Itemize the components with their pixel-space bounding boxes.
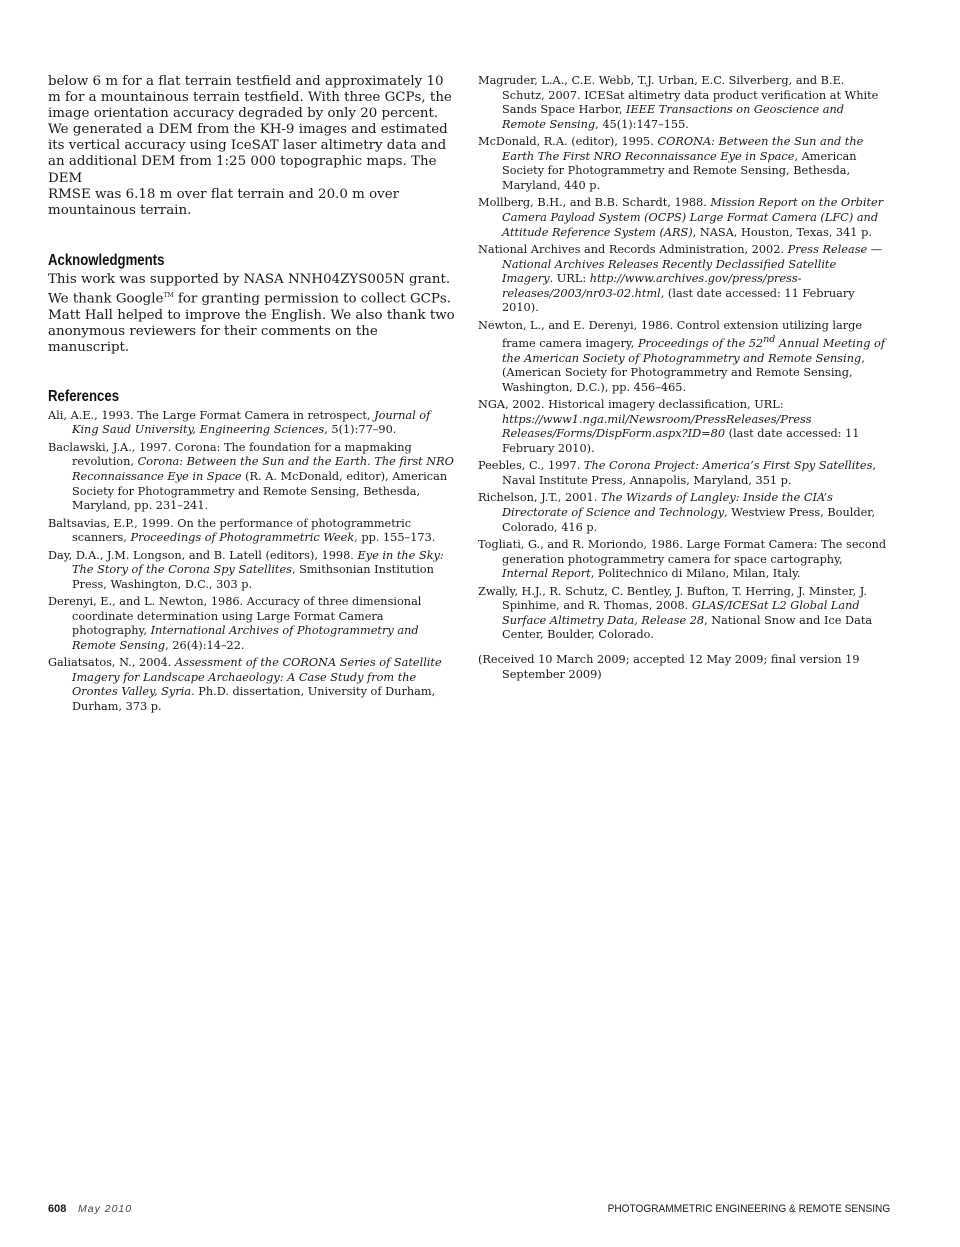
reference-item: NGA, 2002. Historical imagery declassification, URL: https://www1.nga.mil/Newsroom/PressReleases/Press Releases/Forms/DispForm.aspx?ID=80 (last date accessed: 11 February 2010). <box>478 398 860 455</box>
reference-url[interactable]: https://www1.nga.mil/Newsroom/PressReleases/Press Releases/Forms/DispForm.aspx?ID=80 <box>502 412 812 441</box>
references-list-left <box>48 409 460 715</box>
reference-item: Togliati, G., and R. Moriondo, 1986. Large Format Camera: The second generation photogrammetry camera for space cartography, Internal Report, Politechnico di Milano, Milan, Italy. <box>478 537 887 581</box>
left-column <box>48 74 460 717</box>
reference-item: Day, D.A., J.M. Longson, and B. Latell (editors), 1998. Eye in the Sky: The Story of the Corona Spy Satellites, Smithsonian Institution Press, Washington, D.C., 303 p. <box>48 548 444 591</box>
reference-url[interactable]: http://www.archives.gov/press/press-releases/2003/nr03-02.html <box>502 272 802 300</box>
intro-paragraph: below 6 m for a flat terrain testfield and approximately 10 m for a mountainous terrain testfield. With three GCPs, the image orientation accuracy degraded by only 20 percent. We generated a DEM from the KH-9 images and estimated its vertical accuracy using IceSAT laser altimetry data and an additional DEM from 1:25 000 topographic maps. The DEM RMSE was 6.18 m over flat terrain and 20.0 m over mountainous terrain. <box>48 74 452 218</box>
reference-item: Ali, A.E., 1993. The Large Format Camera in retrospect, Journal of King Saud University, Engineering Sciences, 5(1):77–90. <box>48 408 431 437</box>
right-column <box>478 74 890 693</box>
references-heading: References <box>48 387 120 405</box>
reference-item: Newton, L., and E. Derenyi, 1986. Control extension utilizing large frame camera imagery, Proceedings of the 52nd Annual Meeting of the American Society of Photogrammetry and Remote Sensing, (American Society for Photogrammetry and Remote Sensing, Washington, D.C.), pp. 456–465. <box>478 318 885 394</box>
reference-item: National Archives and Records Administration, 2002. Press Release — National Archives Releases Recently Declassified Satellite Imagery. URL: http://www.archives.gov/press/press-releases/2003/nr03-02.html, (last date accessed: 11 February 2010). <box>478 242 883 315</box>
acknowledgments-paragraph: This work was supported by NASA NNH04ZYS005N grant. We thank Google™ for granting permission to collect GCPs. Matt Hall helped to improve the English. We also thank two anonymous reviewers for their comments on the manuscript. <box>48 271 455 355</box>
received-dates: (Received 10 March 2009; accepted 12 May 2009; final version 19 September 2009) <box>478 652 860 681</box>
page-footer <box>48 1203 890 1221</box>
reference-item: Baltsavias, E.P., 1999. On the performance of photogrammetric scanners, Proceedings of Photogrammetric Week, pp. 155–173. <box>48 516 436 545</box>
references-list-right <box>478 74 890 643</box>
reference-item: Mollberg, B.H., and B.B. Schardt, 1988. Mission Report on the Orbiter Camera Payload System (OCPS) Large Format Camera (LFC) and Attitude Reference System (ARS), NASA, Houston, Texas, 341 p. <box>478 196 884 239</box>
reference-item: Peebles, C., 1997. The Corona Project: America’s First Spy Satellites, Naval Institute Press, Annapolis, Maryland, 351 p. <box>478 459 876 487</box>
reference-item: Richelson, J.T., 2001. The Wizards of Langley: Inside the CIA’s Directorate of Science and Technology, Westview Press, Boulder, Colorado, 416 p. <box>478 491 876 534</box>
reference-item: Zwally, H.J., R. Schutz, C. Bentley, J. Bufton, T. Herring, J. Minster, J. Spinhime, and R. Thomas, 2008. GLAS/ICESat L2 Global Land Surface Altimetry Data, Release 28, National Snow and Ice Data Center, Boulder, Colorado. <box>478 584 873 642</box>
reference-item: Derenyi, E., and L. Newton, 1986. Accuracy of three dimensional coordinate determination using Large Format Camera photography, International Archives of Photogrammetry and Remote Sensing, 26(4):14–22. <box>48 595 422 652</box>
reference-item: McDonald, R.A. (editor), 1995. CORONA: Between the Sun and the Earth The First NRO Reconnaissance Eye in Space, American Society for Photogrammetry and Remote Sensing, Bethesda, Maryland, 440 p. <box>478 135 864 192</box>
acknowledgments-heading: Acknowledgments <box>48 251 165 269</box>
issue-date: May 2010 <box>78 1203 133 1215</box>
page-number: 608 <box>48 1203 67 1215</box>
reference-item: Baclawski, J.A., 1997. Corona: The foundation for a mapmaking revolution, Corona: Between the Sun and the Earth. The first NRO Reconnaissance Eye in Space (R. A. McDonald, editor), American Society for Photogrammetry and Remote Sensing, Bethesda, Maryland, pp. 231–241. <box>48 440 454 513</box>
reference-item: Magruder, L.A., C.E. Webb, T.J. Urban, E.C. Silverberg, and B.E. Schutz, 2007. ICESat altimetry data product verification at White Sands Space Harbor, IEEE Transactions on Geoscience and Remote Sensing, 45(1):147–155. <box>478 74 879 131</box>
journal-name: PHOTOGRAMMETRIC ENGINEERING & REMOTE SENSING <box>607 1203 890 1215</box>
reference-item: Galiatsatos, N., 2004. Assessment of the CORONA Series of Satellite Imagery for Landscape Archaeology: A Case Study from the Orontes Valley, Syria. Ph.D. dissertation, University of Durham, Durham, 373 p. <box>48 656 442 714</box>
